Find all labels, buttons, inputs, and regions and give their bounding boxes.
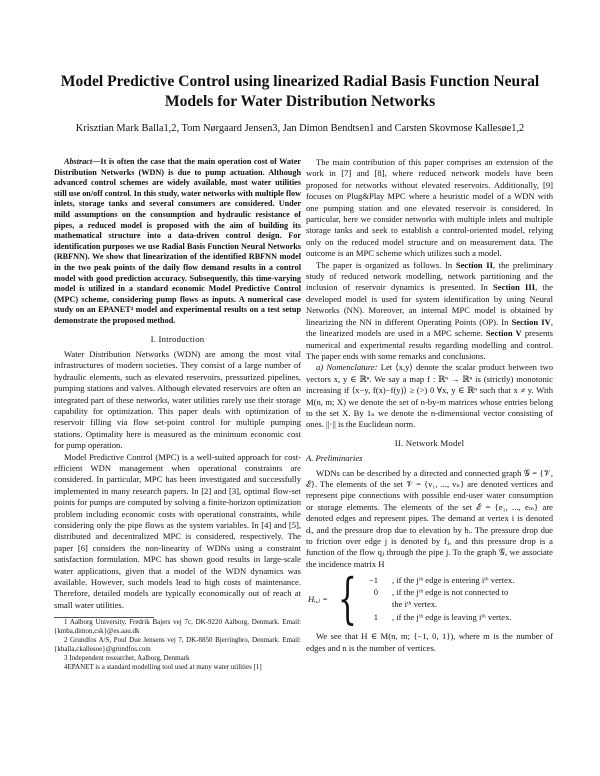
- footnote-3: 3 Independent researcher, Aalborg, Denmark: [64, 654, 190, 663]
- abstract-text: It is often the case that the main operation cost of Water Distribution Networks (WDN) is due to pump actuation. Although advanced control schemes are widely available, most water utilities still use on/off control. In this study, water networks with multiple flow inlets, storage tanks and several consumers are considered. Under mild assumptions on the consumption and hydraulic resistance of pipes, a reduced model is proposed with the aim of building its mathematical structure into a data-driven control design. For identification purposes we use Radial Basis Function Neural Networks (RBFNN). We show that linearization of the identified RBFNN model in the two peak points of the daily flow demand results in a control model with good prediction accuracy. Subsequently, this time-varying model is utilized in a standard economic Model Predictive Control (MPC) scheme, considering pump flows as inputs. A numerical case study on an EPANET⁴ model and experimental results on a test setup demonstrate the proposed method.: [54, 157, 301, 325]
- org-text-c: , the developed model is used for system identification by using Neural Networks (NN). Moreover, an internal MPC model is obtained by linearizing the NN in different Operating Points (OP). In: [306, 282, 553, 327]
- section-heading-introduction: I. Introduction: [150, 333, 205, 344]
- case-value: −1: [368, 575, 378, 586]
- ref-section-2: Section II: [455, 259, 493, 270]
- equation-brace: {: [338, 567, 357, 631]
- equation-lhs: Hᵢ,ⱼ =: [308, 594, 328, 605]
- intro-paragraph-1: Water Distribution Networks (WDN) are among the most vital infrastructures of modern societies. They consist of a large number of hydraulic elements, such as elevated reservoirs, pressurized pipelines, pumping stations and valves. Although elevated reservoirs are often an integrated part of these networks, water utilities rarely use their storage capability for optimization. This paper deals with optimization of reservoir filling via flow set-point control for multiple pumping stations. Optimality here is measured as the minimum economic cost for pump operation.: [54, 348, 301, 451]
- case-value: 0: [373, 587, 378, 598]
- post-equation-paragraph: We see that H ∈ M(n, m; {−1, 0, 1}), where m is the number of edges and n is the number of vertices.: [306, 631, 553, 653]
- intro-paragraph-2: Model Predictive Control (MPC) is a well-suited approach for cost-efficient WDN management when operational constraints are considered. In particular, MPC has been investigated and successfully implemented in many research papers. In [2] and [3], optimal flow-set points for pumps are computed by solving a finite-horizon optimization problem including economic costs with operational constraints, while considering only the pipe flows as the system variables. In [4] and [5], distributed and decentralized MPC is considered, respectively. The paper [6] considers the non-linearity of WDNs using a constraint satisfaction formulation. MPC has shown good results in large-scale water applications, given that a model of the WDN dynamics was available. However, such models lead to high costs of maintenance. Therefore, detailed models are typically economically out of reach at small water utilities.: [54, 451, 301, 610]
- contribution-paragraph: The main contribution of this paper comprises an extension of the work in [7] and [8], where reduced network models have been proposed for networks without elevated reservoirs. Additionally, [9] focuses on Plug&Play MPC where a heuristic model of a WDN with one pumping station and one elevated reservoir is considered. In particular, here we consider networks with multiple inlets and multiple storage tanks and seek to establish a control-oriented model, relying only on the reduced model structure and on measurement data. The outcome is an MPC scheme which utilizes such a model.: [306, 157, 553, 259]
- equation-case-row: [358, 612, 548, 623]
- case-condition: , if the jᵗʰ edge is entering iᵗʰ vertex.: [392, 575, 515, 586]
- title-line-1: Model Predictive Control using linearized Radial Basis Function Neural: [60, 73, 540, 90]
- abstract: [54, 157, 301, 327]
- case-value: 1: [373, 612, 378, 623]
- left-column: [54, 157, 301, 672]
- equation-case-row: [358, 575, 548, 586]
- ref-section-5: Section V: [485, 328, 522, 339]
- org-text-d: , the linearized models are used in a MPC scheme.: [306, 316, 553, 339]
- footnote-4: 4EPANET is a standard modelling tool used at many water utilities [1]: [64, 663, 262, 672]
- abstract-label: Abstract—: [64, 157, 101, 166]
- equation-case-row: [358, 599, 548, 610]
- footnote-2: 2 Grundfos A/S, Poul Due Jensens vej 7, DK-8850 Bjerringbro, Denmark. Email: {khalla,ckallesoe}@grundfos.com: [54, 636, 301, 654]
- section-heading-network-model: II. Network Model: [394, 437, 465, 448]
- equation-case-row: [358, 587, 548, 598]
- nomenclature-paragraph: [306, 362, 553, 430]
- case-condition: , if the jᵗʰ edge is not connected to: [392, 587, 509, 598]
- preliminaries-paragraph: WDNs can be described by a directed and connected graph 𝒢 = {𝒱, ℰ}. The elements of the set 𝒱 = {v₁, ..., vₙ} are denoted vertices and represent pipe connections with possible end-user water consumption or storage elements. The elements of the set ℰ = {e₁, ..., eₘ} are denoted edges and represent pipes. The demand at vertex i is denoted dᵢ, and the pressure drop due to elevation by hᵢ. The pressure drop due to friction over edge j is denoted by fⱼ, and this pressure drop is a function of the flow qⱼ through the pipe j. To the graph 𝒢, we associate the incidence matrix H: [306, 467, 553, 569]
- case-condition: , if the jᵗʰ edge is leaving iᵗʰ vertex.: [392, 612, 512, 623]
- incidence-matrix-equation: [306, 567, 553, 631]
- org-text-e: presents numerical and experimental results regarding modelling and control. The paper ends with some remarks and conclusions.: [306, 328, 554, 361]
- title-line-2: Models for Water Distribution Networks: [164, 93, 436, 110]
- footnote-1: 1 Aalborg University, Fredrik Bajers vej 7c, DK-9220 Aalborg, Denmark. Email: {kmba,dimon,csk}@es.aau.dk: [54, 618, 301, 636]
- org-text-b: , the preliminary study of reduced network modelling, network partitioning and the inclusion of reservoir dynamics is presented. In: [306, 259, 553, 293]
- right-column: [306, 157, 553, 654]
- ref-section-3: Section III: [493, 282, 536, 293]
- case-condition: the iᵗʰ vertex.: [392, 599, 438, 610]
- ref-section-4: Section IV: [511, 316, 551, 327]
- author-list: Krisztian Mark Balla1,2, Tom Nørgaard Jensen3, Jan Dimon Bendtsen1 and Carsten Skovmose Kallesøe1,2: [75, 123, 525, 134]
- nomenclature-text: Let ⟨x,y⟩ denote the scalar product between two vectors x, y ∈ ℝⁿ. We say a map f : ℝⁿ → ℝⁿ is (strictly) monotonic increasing if ⟨x−y, f(x)−f(y)⟩ ≥ (>) 0 ∀x, y ∈ ℝⁿ such that x ≠ y. With M(n, m; X) we denote the set of n-by-m matrices whose entries belong to the set X. By 1ₙ we denote the n-dimensional vector consisting of ones. ||·|| is the Euclidean norm.: [306, 362, 553, 430]
- nomenclature-label: a) Nomenclature:: [316, 362, 378, 373]
- paper-title: [40, 72, 560, 112]
- organization-paragraph: [306, 260, 553, 363]
- org-text-a: The paper is organized as follows. In: [316, 259, 456, 270]
- subsection-heading-preliminaries: A. Preliminaries: [306, 453, 363, 464]
